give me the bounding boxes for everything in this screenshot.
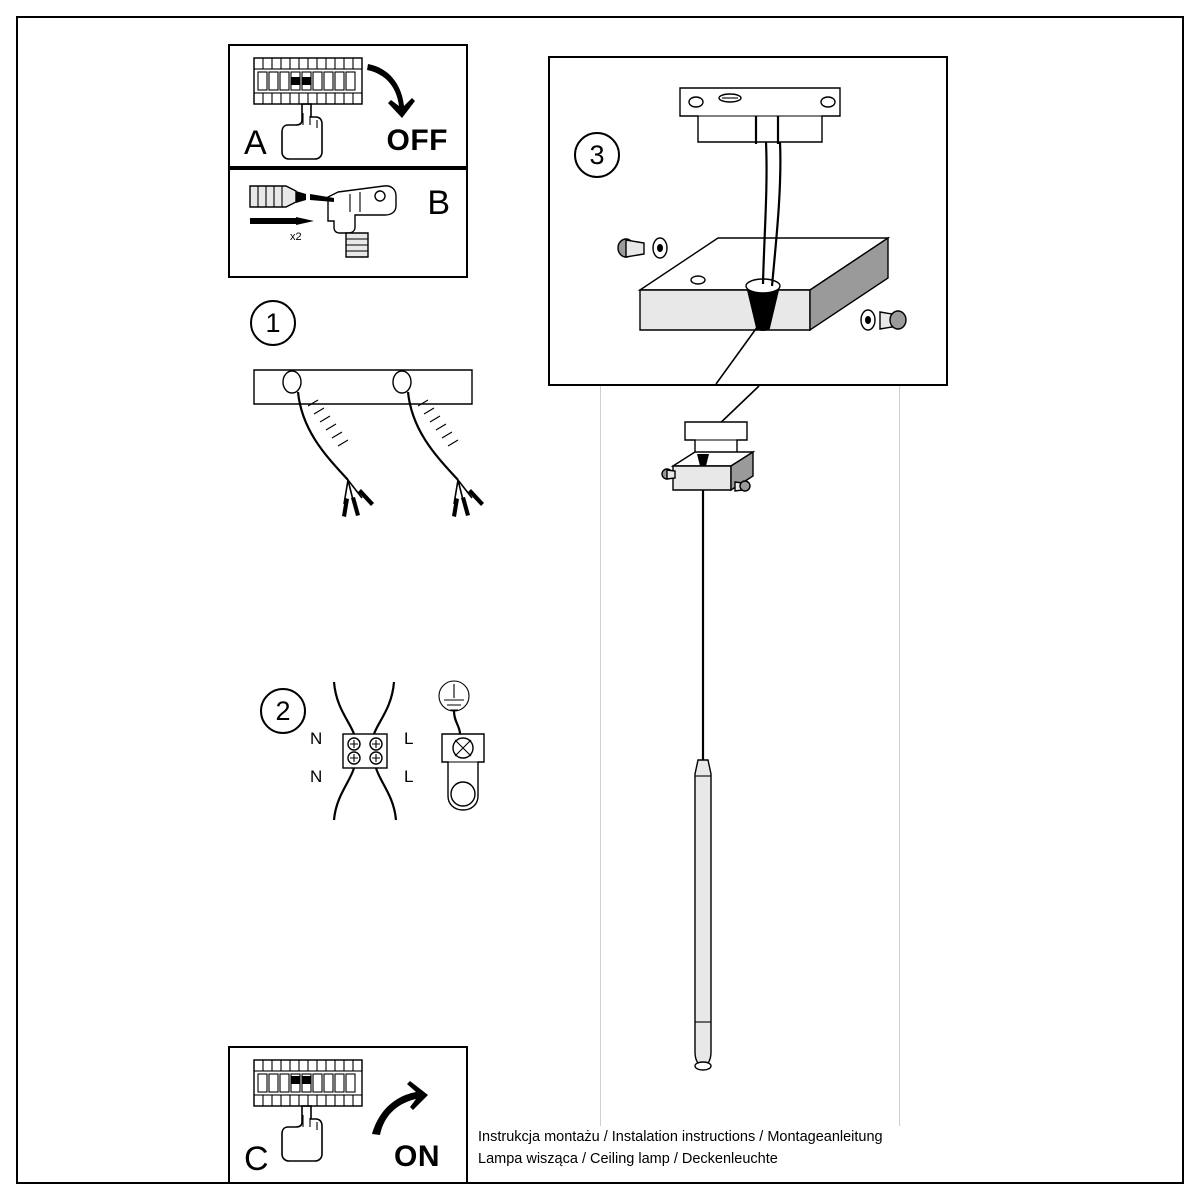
stripped-wire-icon	[298, 392, 374, 517]
power-drill-icon	[310, 186, 396, 257]
step-2-graphic	[310, 678, 560, 878]
cable-connector-icon	[442, 734, 484, 810]
terminal-label-l-top: L	[404, 729, 414, 748]
screw-icon	[250, 217, 314, 243]
wire-pair-lower	[334, 768, 396, 820]
circuit-breaker-icon	[254, 1060, 362, 1106]
hand-pointing-icon	[282, 104, 322, 159]
ceiling-outlet-icon	[254, 370, 472, 404]
panel-c-state-label: ON	[394, 1140, 440, 1173]
hand-pointing-icon	[282, 1106, 322, 1161]
mounting-bracket-icon	[680, 88, 840, 144]
step-1-group	[250, 300, 510, 560]
terminal-label-n-top: N	[310, 729, 323, 748]
curved-arrow-icon	[372, 1081, 428, 1135]
terminal-label-n-bottom: N	[310, 767, 323, 786]
step-1-graphic	[250, 362, 510, 562]
panel-a	[228, 44, 468, 168]
step-3-number: 3	[589, 139, 605, 170]
step-3-number-badge	[574, 132, 620, 178]
step-1-number-badge	[250, 300, 296, 346]
step-2-number: 2	[275, 695, 291, 726]
step-2-number-badge	[260, 688, 306, 734]
caption-line-1: Instrukcja montażu / Instalation instructions / Montageanleitung	[478, 1129, 883, 1145]
panel-b	[228, 168, 468, 278]
mounting-bracket-icon-lower	[662, 422, 753, 491]
step-2-group	[250, 678, 510, 878]
stripped-wire-icon-2	[408, 392, 484, 517]
circuit-breaker-icon	[254, 58, 362, 104]
panel-c	[228, 1046, 468, 1184]
pendant-lamp-graphic	[601, 386, 901, 1126]
caption-line-2: Lampa wisząca / Ceiling lamp / Deckenleuchte	[478, 1151, 778, 1167]
panel-c-label: C	[244, 1140, 269, 1178]
terminal-block-icon	[343, 734, 387, 768]
panel-b-label: B	[427, 184, 450, 222]
panel-step-3	[548, 56, 948, 386]
step-3-graphic	[550, 58, 946, 384]
square-ceiling-canopy-icon	[640, 142, 888, 331]
step-1-number: 1	[265, 307, 281, 338]
earth-ground-icon	[439, 681, 469, 734]
panel-a-state-label: OFF	[386, 124, 448, 157]
slim-tube-shade-icon	[695, 760, 711, 1070]
wire-pair-upper	[334, 682, 394, 734]
panel-a-label: A	[244, 124, 267, 162]
wall-plug-icon	[250, 186, 306, 207]
hex-screw-icon-left	[618, 238, 667, 258]
pendant-lamp-group	[600, 386, 900, 1126]
hex-screw-icon-right	[861, 310, 906, 330]
curved-arrow-icon	[367, 64, 415, 118]
terminal-label-l-bottom: L	[404, 767, 414, 786]
quantity-label: x2	[290, 231, 302, 243]
